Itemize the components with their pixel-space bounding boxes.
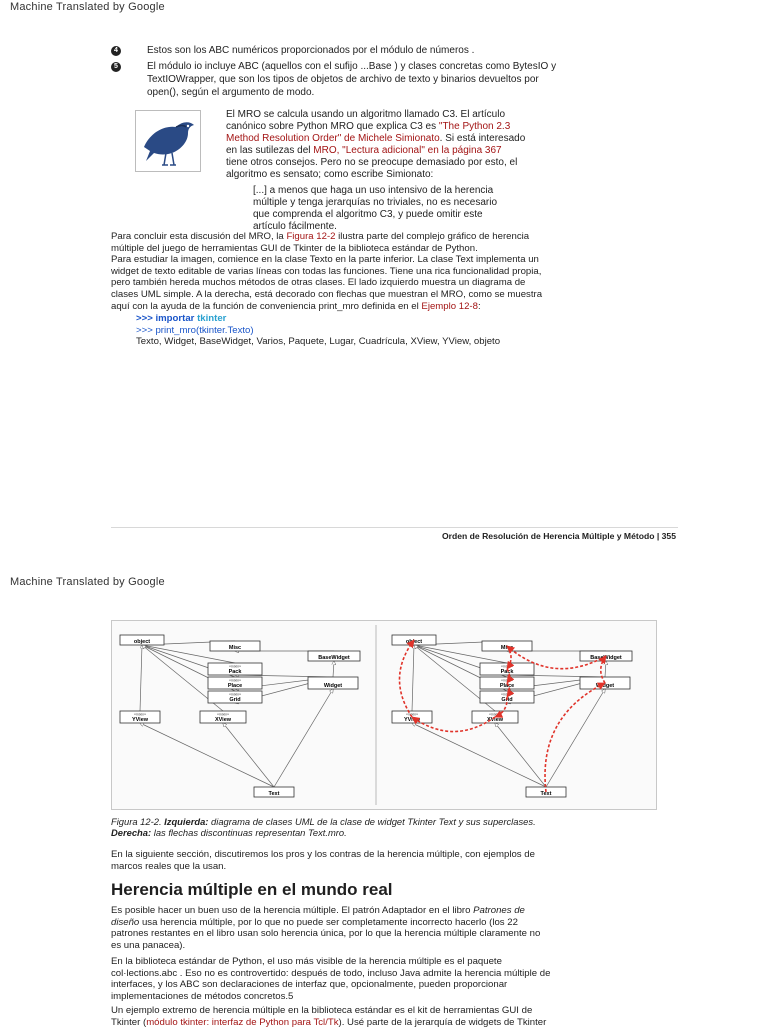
uml-stereotype: «mixin» — [500, 678, 514, 683]
uml-class-label: Grid — [501, 696, 513, 703]
uml-edge — [274, 689, 333, 787]
uml-class-label: Widget — [323, 682, 343, 689]
uml-class-label: object — [133, 638, 151, 645]
uml-edge — [223, 723, 274, 787]
link-figura-12-2[interactable]: Figura 12-2 — [286, 231, 336, 242]
link-python-mro[interactable]: "The Python 2.3 — [438, 121, 511, 132]
list-item-text: Estos son los ABC numéricos proporcionados por el módulo de números . — [147, 45, 475, 56]
uml-edge — [140, 723, 274, 787]
mro-arrow — [545, 683, 605, 792]
blockquote: [...] a menos que haga un uso intensivo de la herencia múltiple y tenga jerarquías no triviales, no es necesario que comprenda el algoritmo C3, y puede omitir este artículo fácilmente. — [253, 185, 498, 232]
uml-stereotype: «mixin» — [216, 712, 230, 717]
uml-stereotype: «mixin» — [228, 664, 242, 669]
list-item-text: El módulo io incluye ABC (aquellos con el sufijo ...Base ) y clases concretas como BytesIO y TextIOWrapper, que son los tipos de objetos de archivo de texto y binarios devueltos por open(), según el argumento de modo. — [147, 61, 557, 98]
uml-class-label: Pack — [228, 668, 242, 675]
uml-stereotype: «mixin» — [228, 692, 242, 697]
uml-class-label: Place — [227, 682, 243, 689]
uml-stereotype: «mixin» — [500, 692, 514, 697]
footer-rule — [111, 527, 678, 528]
code-block: >>> importar tkinter >>> print_mro(tkinter.Texto) Texto, Widget, BaseWidget, Varios, Paquete, Lugar, Cuadrícula, XView, YView, objeto — [136, 313, 501, 348]
uml-stereotype: «mixin» — [133, 712, 147, 717]
uml-class-label: YView — [131, 716, 149, 723]
callout-line: tiene otros consejos. Pero no se preocupe demasiado por esto, el — [226, 157, 518, 168]
uml-figure — [111, 620, 657, 810]
uml-stereotype: «mixin» — [488, 712, 502, 717]
paragraph: Para concluir esta discusión del MRO, la Figura 12-2 ilustra parte del complejo gráfico de herencia múltiple del juego de herramientas GUI de Tkinter de la biblioteca estándar de Python. Para estudiar la imagen, comience en la clase Texto en la parte inferior. La clase Text implementa un widget de texto editable de varias líneas con todas las funciones. Tiene una rica funcionalidad propia, pero también hereda muchos métodos de otras clases. El lado izquierdo muestra un diagrama de clases UML simple. A la derecha, está decorado con flechas que muestran el MRO, como se muestra aquí con la ayuda de la función de conveniencia print_mro definida en el Ejemplo 12-8: — [111, 231, 543, 312]
paragraph: En la biblioteca estándar de Python, el uso más visible de la herencia múltiple es el paquete col·lections.abc . Eso no es controvertido: después de todo, incluso Java admite la herencia múltiple de interfaces, y los ABC son declaraciones de interfaz que, opcionalmente, pueden proporcionar implementaciones de métodos concretos.5 — [111, 956, 551, 1002]
callout-number-icon: 5 — [111, 62, 121, 72]
uml-edge — [495, 723, 546, 787]
uml-class-label: BaseWidget — [590, 654, 622, 661]
callout-line: en las sutilezas del MRO, "Lectura adicional" en la página 367 — [226, 145, 502, 156]
link-lectura-adicional[interactable]: MRO, "Lectura adicional" en la página 367 — [313, 145, 502, 156]
uml-class-label: Text — [268, 790, 280, 797]
paragraph: En la siguiente sección, discutiremos los pros y los contras de la herencia múltiple, con ejemplos de marcos reales que la usan. — [111, 849, 535, 872]
uml-class-label: BaseWidget — [318, 654, 350, 661]
uml-edge — [605, 661, 606, 677]
uml-edge — [412, 723, 546, 787]
machine-translated-label: Machine Translated by Google — [10, 576, 165, 588]
callout-line: El MRO se calcula usando un algoritmo llamado C3. El artículo — [226, 109, 506, 120]
uml-class-label: Misc — [500, 644, 514, 651]
uml-class-label: Misc — [228, 644, 242, 651]
uml-class-label: Pack — [500, 668, 514, 675]
callout-line: canónico sobre Python MRO que explica C3 es "The Python 2.3 — [226, 121, 511, 132]
uml-edge — [333, 661, 334, 677]
section-heading: Herencia múltiple en el mundo real — [111, 880, 393, 899]
uml-stereotype: «mixin» — [500, 664, 514, 669]
link-tkinter-module[interactable]: módulo tkinter: interfaz de Python para Tcl/Tk — [146, 1016, 339, 1028]
crow-icon — [135, 110, 201, 172]
uml-class-label: object — [405, 638, 423, 645]
uml-class-label: XView — [486, 716, 504, 723]
page-footer: Orden de Resolución de Herencia Múltiple y Método | 355 — [441, 531, 676, 541]
figure-caption: Figura 12-2. Izquierda: diagrama de clases UML de la clase de widget Tkinter Text y sus superclases. Derecha: las flechas discontinuas representan Text.mro. — [111, 816, 536, 839]
callout-text — [226, 109, 525, 233]
callout-line: Method Resolution Order" de Michele Simionato. Si está interesado — [226, 133, 526, 144]
machine-translated-label: Machine Translated by Google — [10, 1, 165, 13]
uml-class-label: XView — [214, 716, 232, 723]
uml-class-label: Place — [499, 682, 515, 689]
uml-class-label: YView — [403, 716, 421, 723]
callout-line: algoritmo es sensato; como escribe Simionato: — [226, 169, 434, 180]
uml-class-label: Widget — [595, 682, 615, 689]
uml-edge — [412, 645, 414, 711]
uml-stereotype: «mixin» — [405, 712, 419, 717]
link-python-mro-2[interactable]: Method Resolution Order" de Michele Simionato — [226, 133, 440, 144]
uml-edge — [140, 645, 142, 711]
callout-number-icon: 4 — [111, 46, 121, 56]
paragraph: Es posible hacer un buen uso de la herencia múltiple. El patrón Adaptador en el libro Patrones de diseño usa herencia múltiple, por lo que no puede ser completamente incorrecto hacerlo (los 22 patrones restantes en el libro usan solo herencia única, por lo que la herencia múltiple claramente no es una panacea). — [111, 905, 541, 951]
uml-stereotype: «mixin» — [228, 678, 242, 683]
uml-class-label: Text — [540, 790, 552, 797]
paragraph: Un ejemplo extremo de herencia múltiple en la biblioteca estándar es el kit de herramientas GUI de Tkinter (módulo tkinter: interfaz de Python para Tcl/Tk). Usé parte de la jerarquía de widgets de Tkinter — [111, 1005, 547, 1028]
uml-class-label: Grid — [229, 696, 241, 703]
link-ejemplo[interactable]: Ejemplo 12-8 — [421, 300, 478, 312]
